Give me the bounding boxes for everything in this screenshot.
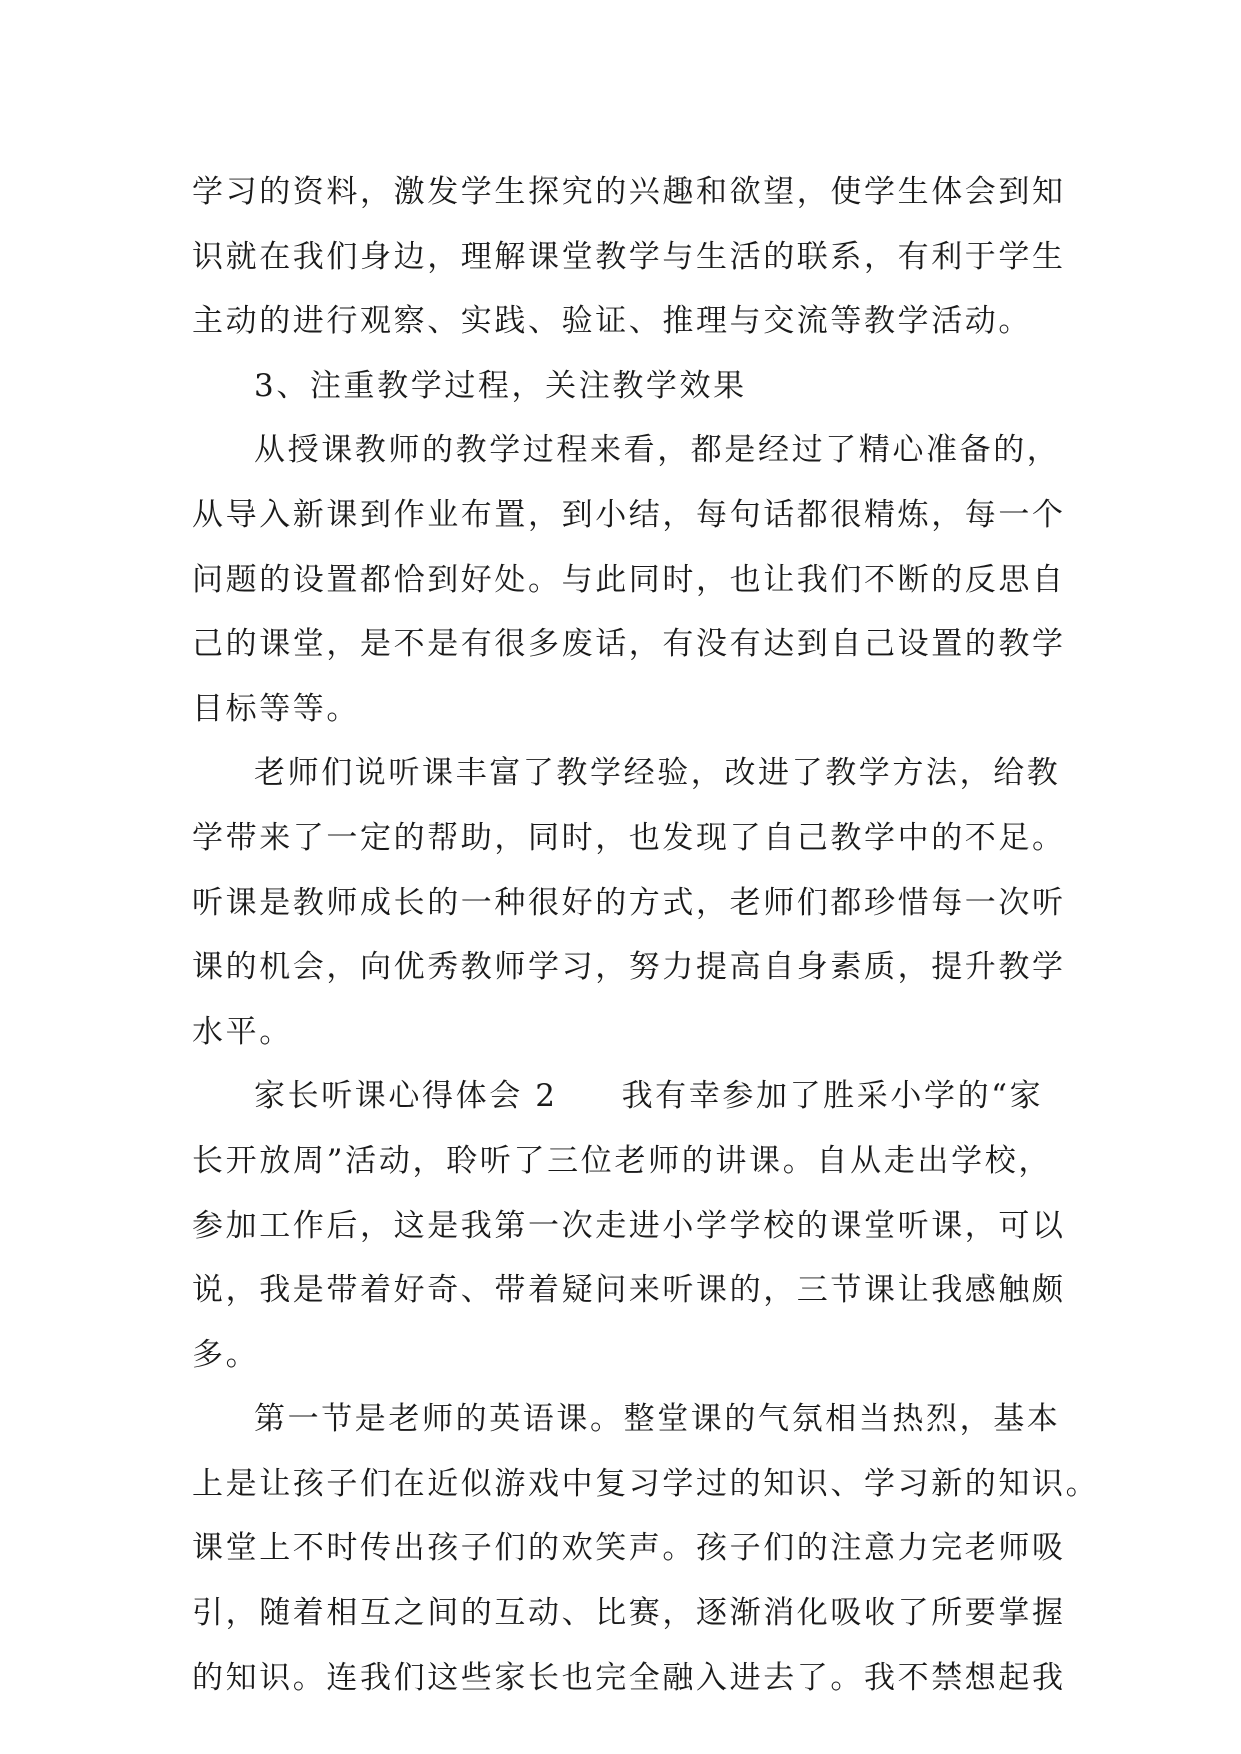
text-line: 目标等等。	[192, 690, 360, 727]
section-heading-line	[192, 1064, 1052, 1129]
text-line: 我有幸参加了胜采小学的“家	[621, 1078, 1044, 1115]
text-line: 引，随着相互之间的互动、比赛，逐渐消化吸收了所要掌握	[192, 1595, 1066, 1632]
text-line: 己的课堂，是不是有很多废话，有没有达到自己设置的教学	[192, 626, 1066, 663]
text-line: 参加工作后，这是我第一次走进小学学校的课堂听课，可以	[192, 1207, 1066, 1244]
text-line: 的知识。连我们这些家长也完全融入进去了。我不禁想起我	[192, 1659, 1066, 1696]
text-line: 水平。	[192, 1013, 293, 1050]
text-line: 听课是教师成长的一种很好的方式，老师们都珍惜每一次听	[192, 884, 1066, 921]
text-line: 从授课教师的教学过程来看，都是经过了精心准备的，	[254, 432, 1061, 469]
section-heading: 3、注重教学过程，关注教学效果	[254, 367, 747, 404]
text-line: 老师们说听课丰富了教学经验，改进了教学方法，给教	[254, 755, 1061, 792]
text-line: 多。	[192, 1336, 260, 1373]
text-line: 主动的进行观察、实践、验证、推理与交流等教学活动。	[192, 303, 1032, 340]
text-line: 学习的资料，激发学生探究的兴趣和欲望，使学生体会到知	[192, 174, 1066, 210]
text-line: 识就在我们身边，理解课堂教学与生活的联系，有利于学生	[192, 238, 1066, 275]
text-line: 课堂上不时传出孩子们的欢笑声。孩子们的注意力完老师吸	[192, 1530, 1066, 1567]
document-body	[192, 160, 1100, 1710]
text-line: 从导入新课到作业布置，到小结，每句话都很精炼，每一个	[192, 496, 1066, 533]
text-line: 上是让孩子们在近似游戏中复习学过的知识、学习新的知识。	[192, 1465, 1100, 1502]
text-line: 第一节是老师的英语课。整堂课的气氛相当热烈，基本	[254, 1401, 1061, 1438]
text-line: 课的机会，向优秀教师学习，努力提高自身素质，提升教学	[192, 949, 1066, 986]
text-line: 学带来了一定的帮助，同时，也发现了自己教学中的不足。	[192, 819, 1066, 856]
text-line: 说，我是带着好奇、带着疑问来听课的，三节课让我感触颇	[192, 1272, 1066, 1309]
text-line: 长开放周”活动，聆听了三位老师的讲课。自从走出学校，	[192, 1142, 1052, 1179]
section-title: 家长听课心得体会 2	[254, 1078, 558, 1115]
text-line: 问题的设置都恰到好处。与此同时，也让我们不断的反思自	[192, 561, 1066, 598]
